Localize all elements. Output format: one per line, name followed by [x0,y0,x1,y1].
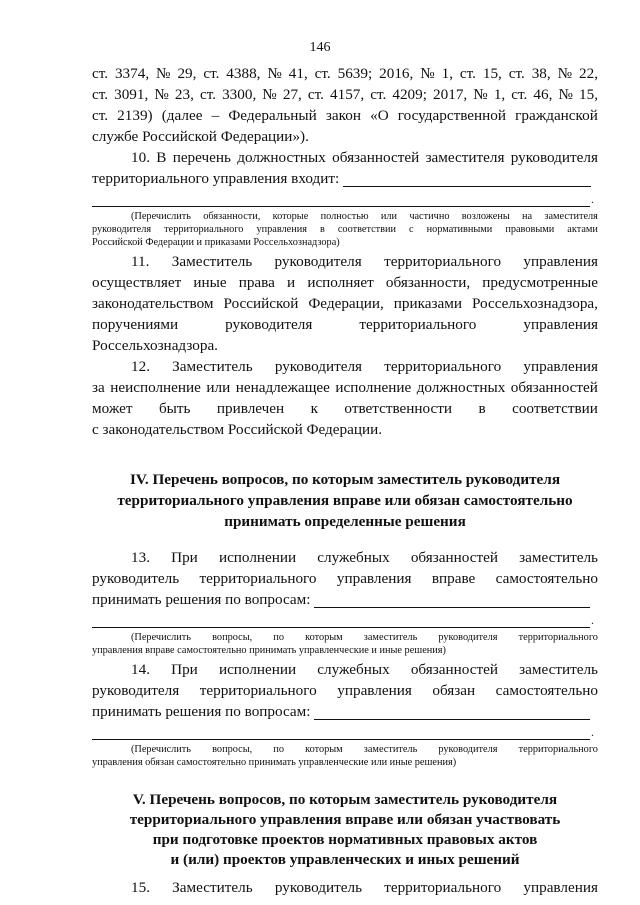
item-13-line: руководитель территориального управления вправе самостоятельно [92,570,598,587]
footnote-line: управления вправе самостоятельно принимать управленческие и иные решения) [92,645,446,656]
item-15-line: 15. Заместитель руководитель территориального управления [131,879,598,896]
fill-in-line [343,186,591,187]
item-14-line: руководителя территориального управления обязан самостоятельно [92,682,598,699]
item-14-line: 14. При исполнении служебных обязанностей заместитель [131,661,598,678]
item-13-line: принимать решения по вопросам: [92,591,311,608]
item-11-line: поручениями руководителя территориального управления [92,316,598,333]
line-end-dot: . [591,725,594,739]
section-heading-line: при подготовке проектов нормативных правовых актов [152,831,538,848]
item-14-line: принимать решения по вопросам: [92,703,311,720]
item-11-line: законодательством Российской Федерации, приказами Россельхознадзора, [92,295,598,312]
page-number: 146 [309,40,331,55]
section-heading-line: территориального управления вправе или обязан участвовать [129,811,561,828]
footnote-line: Российской Федерации и приказами Россельхознадзора) [92,237,340,248]
item-11-line: Россельхознадзора. [92,337,218,354]
footnote-line: (Перечислить обязанности, которые полностью или частично возложены на заместителя [131,211,598,222]
item-12-line: 12. Заместитель руководителя территориального управления [131,358,598,375]
paragraph-line: ст. 3374, № 29, ст. 4388, № 41, ст. 5639; 2016, № 1, ст. 15, ст. 38, № 22, [92,65,598,82]
item-13-line: 13. При исполнении служебных обязанностей заместитель [131,549,598,566]
fill-in-line [92,206,590,207]
item-10-line: территориального управления входит: [92,170,340,187]
paragraph-line: службе Российской Федерации»). [92,128,309,145]
item-12-line: может быть привлечен к ответственности в соответствии [92,400,598,417]
paragraph-line: ст. 2139) (далее – Федеральный закон «О государственной гражданской [92,107,598,124]
line-end-dot: . [591,192,594,206]
fill-in-line [314,607,590,608]
section-heading-line: территориального управления вправе или обязан самостоятельно [117,492,573,509]
item-10-line: 10. В перечень должностных обязанностей заместителя руководителя [131,149,598,166]
footnote-line: (Перечислить вопросы, по которым заместитель руководителя территориального [131,632,598,643]
section-heading-line: принимать определенные решения [224,513,466,530]
item-12-line: с законодательством Российской Федерации. [92,421,383,438]
footnote-line: руководителя территориального управления в соответствии с нормативными правовыми актами [92,224,598,235]
item-11-line: осуществляет иные права и исполняет обязанности, предусмотренные [92,274,598,291]
fill-in-line [92,627,590,628]
fill-in-line [92,739,590,740]
footnote-line: управления обязан самостоятельно принимать управленческие или иные решения) [92,757,457,768]
item-11-line: 11. Заместитель руководителя территориального управления [131,253,598,270]
section-heading-line: V. Перечень вопросов, по которым заместитель руководителя [132,791,558,808]
section-heading-line: и (или) проектов управленческих и иных решений [170,851,520,868]
paragraph-line: ст. 3091, № 23, ст. 3300, № 27, ст. 4157, ст. 4209; 2017, № 1, ст. 46, № 15, [92,86,598,103]
item-12-line: за неисполнение или ненадлежащее исполнение должностных обязанностей [92,379,598,396]
section-heading-line: IV. Перечень вопросов, по которым заместитель руководителя [129,471,561,488]
footnote-line: (Перечислить вопросы, по которым заместитель руководителя территориального [131,744,598,755]
line-end-dot: . [591,613,594,627]
fill-in-line [314,719,590,720]
